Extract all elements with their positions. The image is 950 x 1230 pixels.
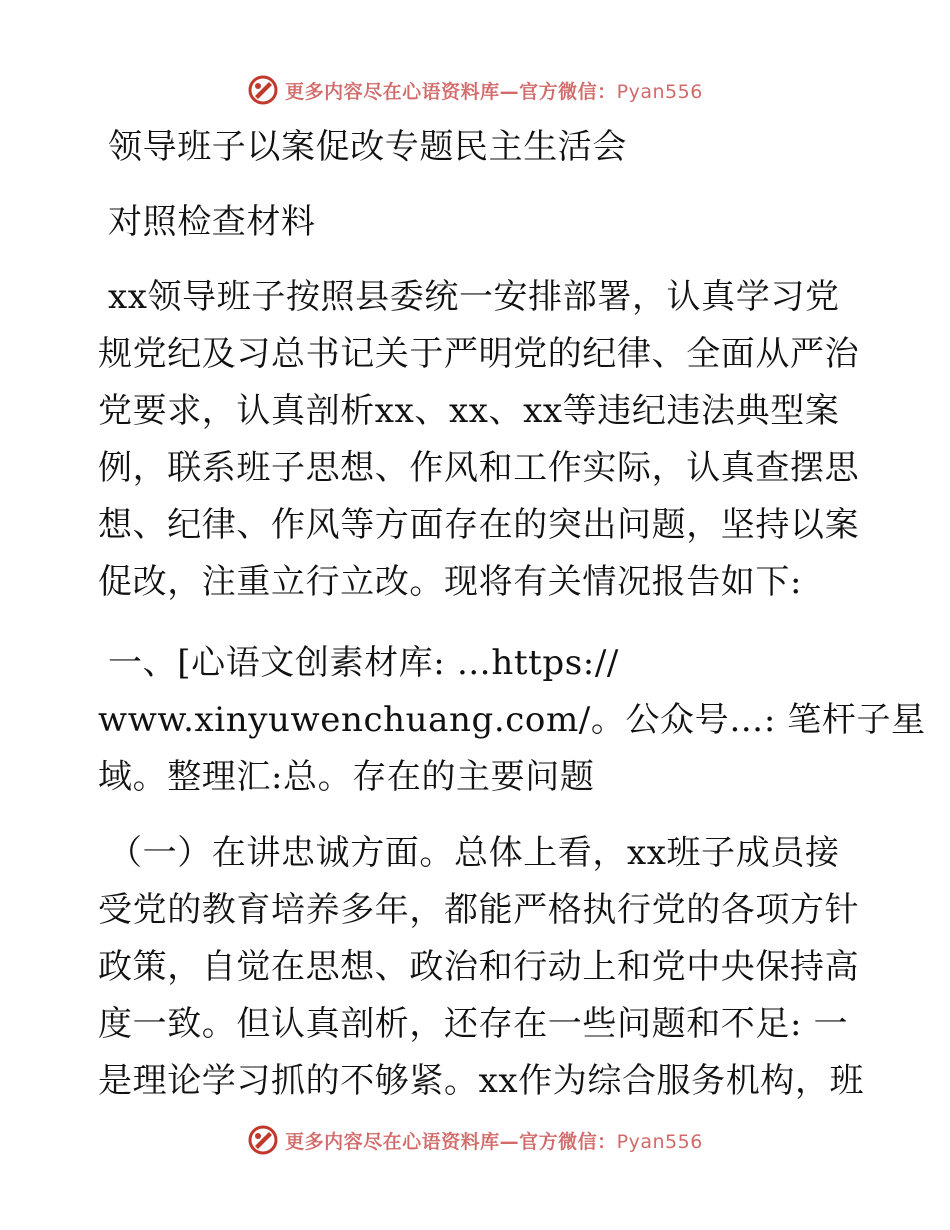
document-title: 领导班子以案促改专题民主生活会 — [108, 127, 627, 167]
paragraph-line: 度一致。但认真剖析，还存在一些问题和不足: 一 — [98, 1004, 849, 1044]
footer-watermark — [0, 1120, 950, 1160]
section-heading-line: 一、[心语文创素材库: …https:// — [108, 643, 619, 683]
paragraph-line: 受党的教育培养多年，都能严格执行党的各项方针 — [98, 890, 860, 930]
paragraph-line: 例，联系班子思想、作风和工作实际，认真查摆思 — [98, 448, 860, 488]
watermark-text: 更多内容尽在心语资料库—官方微信：Pyan556 — [285, 1130, 703, 1153]
paragraph-line: xx领导班子按照县委统一安排部署，认真学习党 — [108, 277, 840, 317]
paragraph-line: 规党纪及习总书记关于严明党的纪律、全面从严治 — [98, 334, 860, 374]
paragraph-line: 促改，注重立行立改。现将有关情况报告如下: — [98, 562, 803, 602]
brand-logo-icon — [247, 1124, 279, 1156]
paragraph-line: （一）在讲忠诚方面。总体上看，xx班子成员接 — [108, 833, 840, 873]
document-subtitle: 对照检查材料 — [108, 202, 316, 242]
section-heading-line: www.xinyuwenchuang.com/。公众号…: 笔杆子星 — [98, 700, 926, 740]
paragraph-line: 想、纪律、作风等方面存在的突出问题，坚持以案 — [98, 505, 860, 545]
section-heading-line: 域。整理汇:总。存在的主要问题 — [98, 757, 595, 797]
paragraph-line: 党要求，认真剖析xx、xx、xx等违纪违法典型案 — [98, 391, 840, 431]
paragraph-line: 政策，自觉在思想、政治和行动上和党中央保持高 — [98, 947, 860, 987]
watermark-text: 更多内容尽在心语资料库—官方微信：Pyan556 — [285, 80, 703, 103]
paragraph-line: 是理论学习抓的不够紧。xx作为综合服务机构，班 — [98, 1061, 865, 1101]
